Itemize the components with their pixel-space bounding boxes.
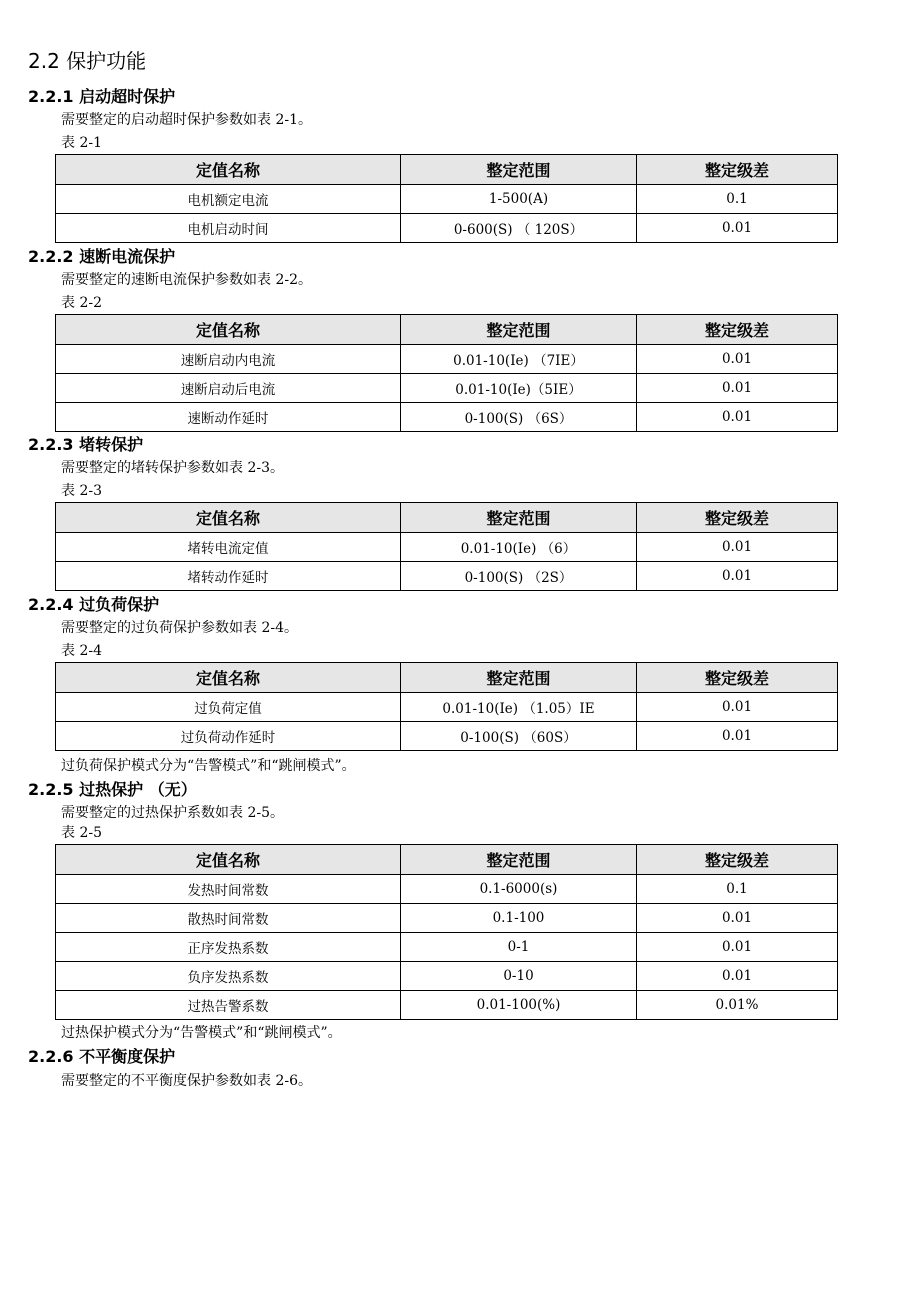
table-row <box>56 345 838 374</box>
cell-range: 0-100(S) （6S） <box>401 403 637 432</box>
intro-text-2-2-4: 需要整定的过负荷保护参数如表 2-4。 <box>61 620 298 636</box>
cell-range: 0.1-6000(s) <box>401 875 637 904</box>
cell-name: 负序发热系数 <box>56 962 401 991</box>
cell-range: 0-1 <box>401 933 637 962</box>
table-row <box>56 933 838 962</box>
header-step: 整定级差 <box>637 663 838 693</box>
parameter-table-2-4 <box>55 662 838 751</box>
table-caption-2-3: 表 2-3 <box>61 483 102 499</box>
table-header-row <box>56 155 838 185</box>
cell-step: 0.1 <box>637 875 838 904</box>
subsection-heading-2-2-2: 2.2.2 速断电流保护 <box>28 247 176 266</box>
intro-text-2-2-1: 需要整定的启动超时保护参数如表 2-1。 <box>61 112 312 128</box>
header-name: 定值名称 <box>56 155 401 185</box>
intro-text-2-2-5: 需要整定的过热保护系数如表 2-5。 <box>61 805 284 821</box>
table-row <box>56 403 838 432</box>
table-caption-2-5: 表 2-5 <box>61 825 102 841</box>
cell-name: 电机额定电流 <box>56 185 401 214</box>
header-name: 定值名称 <box>56 503 401 533</box>
cell-range: 0-100(S) （2S） <box>401 562 637 591</box>
cell-step: 0.01 <box>637 693 838 722</box>
cell-name: 正序发热系数 <box>56 933 401 962</box>
subsection-heading-2-2-6: 2.2.6 不平衡度保护 <box>28 1047 176 1066</box>
header-step: 整定级差 <box>637 315 838 345</box>
header-name: 定值名称 <box>56 663 401 693</box>
subsection-heading-2-2-3: 2.2.3 堵转保护 <box>28 435 144 454</box>
section-title: 2.2 保护功能 <box>28 49 147 73</box>
table-header-row <box>56 663 838 693</box>
cell-step: 0.01 <box>637 214 838 243</box>
table-row <box>56 214 838 243</box>
intro-text-2-2-2: 需要整定的速断电流保护参数如表 2-2。 <box>61 272 312 288</box>
table-row <box>56 991 838 1020</box>
table-header-row <box>56 315 838 345</box>
cell-range: 1-500(A) <box>401 185 637 214</box>
cell-range: 0-100(S) （60S） <box>401 722 637 751</box>
cell-name: 堵转动作延时 <box>56 562 401 591</box>
cell-step: 0.01 <box>637 562 838 591</box>
note-text-2-2-5: 过热保护模式分为“告警模式”和“跳闸模式”。 <box>61 1025 342 1041</box>
header-range: 整定范围 <box>401 315 637 345</box>
table-row <box>56 562 838 591</box>
table-row <box>56 904 838 933</box>
cell-step: 0.01 <box>637 933 838 962</box>
header-range: 整定范围 <box>401 845 637 875</box>
table-caption-2-4: 表 2-4 <box>61 643 102 659</box>
subsection-heading-2-2-4: 2.2.4 过负荷保护 <box>28 595 160 614</box>
table-header-row <box>56 845 838 875</box>
cell-step: 0.01 <box>637 403 838 432</box>
cell-name: 过负荷定值 <box>56 693 401 722</box>
cell-step: 0.01% <box>637 991 838 1020</box>
cell-range: 0-600(S) （ 120S） <box>401 214 637 243</box>
cell-range: 0.1-100 <box>401 904 637 933</box>
table-row <box>56 962 838 991</box>
table-caption-2-2: 表 2-2 <box>61 295 102 311</box>
header-step: 整定级差 <box>637 845 838 875</box>
cell-step: 0.01 <box>637 904 838 933</box>
table-row <box>56 875 838 904</box>
cell-name: 速断启动后电流 <box>56 374 401 403</box>
header-range: 整定范围 <box>401 663 637 693</box>
table-row <box>56 374 838 403</box>
table-caption-2-1: 表 2-1 <box>61 135 102 151</box>
parameter-table-2-2 <box>55 314 838 432</box>
cell-name: 过热告警系数 <box>56 991 401 1020</box>
table-row <box>56 722 838 751</box>
cell-range: 0-10 <box>401 962 637 991</box>
cell-step: 0.01 <box>637 962 838 991</box>
intro-text-2-2-3: 需要整定的堵转保护参数如表 2-3。 <box>61 460 284 476</box>
cell-name: 堵转电流定值 <box>56 533 401 562</box>
cell-name: 发热时间常数 <box>56 875 401 904</box>
cell-range: 0.01-10(Ie) （1.05）IE <box>401 693 637 722</box>
intro-text-2-2-6: 需要整定的不平衡度保护参数如表 2-6。 <box>61 1073 312 1089</box>
cell-step: 0.01 <box>637 533 838 562</box>
header-name: 定值名称 <box>56 315 401 345</box>
subsection-heading-2-2-1: 2.2.1 启动超时保护 <box>28 87 176 106</box>
header-range: 整定范围 <box>401 155 637 185</box>
cell-step: 0.01 <box>637 345 838 374</box>
cell-step: 0.01 <box>637 374 838 403</box>
table-row <box>56 533 838 562</box>
parameter-table-2-3 <box>55 502 838 591</box>
cell-name: 散热时间常数 <box>56 904 401 933</box>
cell-range: 0.01-100(%) <box>401 991 637 1020</box>
table-header-row <box>56 503 838 533</box>
cell-step: 0.01 <box>637 722 838 751</box>
cell-range: 0.01-10(Ie) （7IE） <box>401 345 637 374</box>
cell-name: 电机启动时间 <box>56 214 401 243</box>
cell-name: 过负荷动作延时 <box>56 722 401 751</box>
cell-name: 速断动作延时 <box>56 403 401 432</box>
header-name: 定值名称 <box>56 845 401 875</box>
table-row <box>56 693 838 722</box>
table-row <box>56 185 838 214</box>
cell-step: 0.1 <box>637 185 838 214</box>
cell-name: 速断启动内电流 <box>56 345 401 374</box>
subsection-heading-2-2-5: 2.2.5 过热保护 （无） <box>28 780 197 799</box>
cell-range: 0.01-10(Ie) （6） <box>401 533 637 562</box>
parameter-table-2-1 <box>55 154 838 243</box>
cell-range: 0.01-10(Ie)（5IE） <box>401 374 637 403</box>
note-text-2-2-4: 过负荷保护模式分为“告警模式”和“跳闸模式”。 <box>61 758 356 774</box>
parameter-table-2-5 <box>55 844 838 1020</box>
header-range: 整定范围 <box>401 503 637 533</box>
header-step: 整定级差 <box>637 155 838 185</box>
header-step: 整定级差 <box>637 503 838 533</box>
